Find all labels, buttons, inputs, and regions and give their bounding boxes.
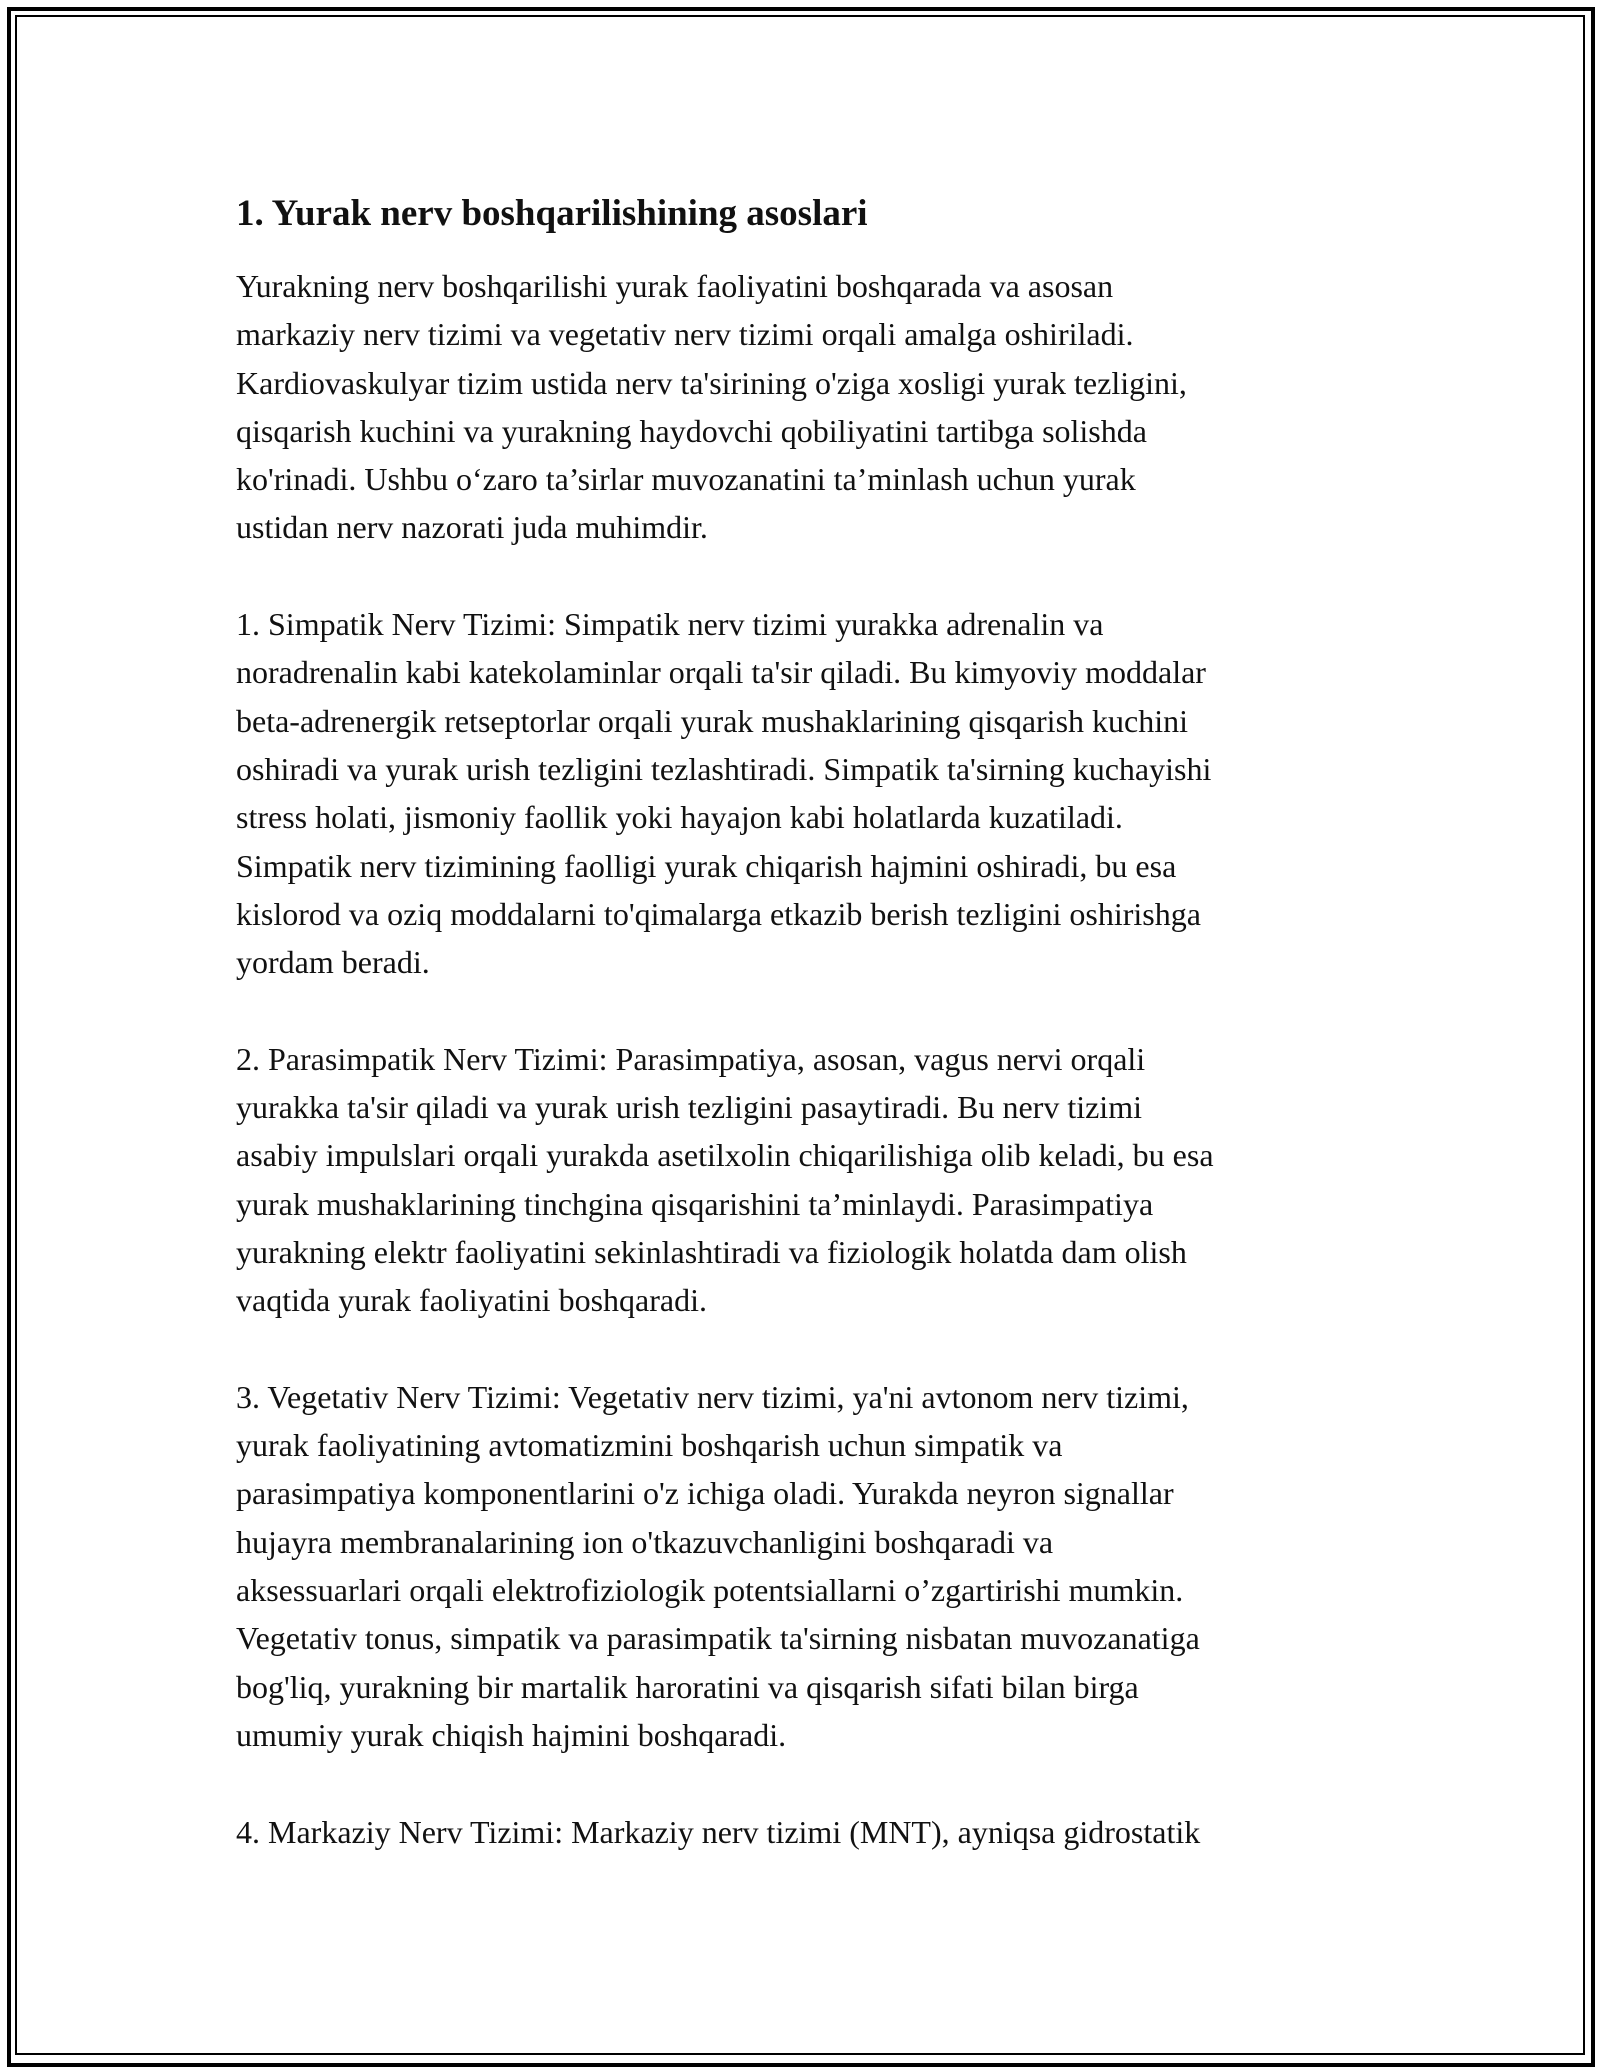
- text-line: bog'liq, yurakning bir martalik haroratini va qisqarish sifati bilan birga: [236, 1668, 1139, 1705]
- text-line: beta-adrenergik retseptorlar orqali yurak mushaklarining qisqarish kuchini: [236, 702, 1188, 739]
- text-line: parasimpatiya komponentlarini o'z ichiga oladi. Yurakda neyron signallar: [236, 1475, 1174, 1512]
- intro-paragraph: [236, 262, 1376, 552]
- text-line: 2. Parasimpatik Nerv Tizimi: Parasimpatiya, asosan, vagus nervi orqali: [236, 1040, 1146, 1077]
- text-line: yurak mushaklarining tinchgina qisqarishini ta’minlaydi. Parasimpatiya: [236, 1185, 1154, 1222]
- text-line: yurakka ta'sir qiladi va yurak urish tezligini pasaytiradi. Bu nerv tizimi: [236, 1089, 1142, 1126]
- text-line: Vegetativ tonus, simpatik va parasimpatik ta'sirning nisbatan muvozanatiga: [236, 1620, 1200, 1657]
- text-line: noradrenalin kabi katekolaminlar orqali ta'sir qiladi. Bu kimyoviy moddalar: [236, 654, 1206, 691]
- document-title: 1. Yurak nerv boshqarilishining asoslari: [236, 193, 868, 234]
- parasympathetic-paragraph: [236, 1035, 1376, 1325]
- text-line: ko'rinadi. Ushbu o‘zaro ta’sirlar muvozanatini ta’minlash uchun yurak: [236, 461, 1136, 498]
- text-line: kislorod va oziq moddalarni to'qimalarga etkazib berish tezligini oshirishga: [236, 895, 1201, 932]
- text-line: umumiy yurak chiqish hajmini boshqaradi.: [236, 1716, 787, 1753]
- text-line: hujayra membranalarining ion o'tkazuvchanligini boshqaradi va: [236, 1523, 1054, 1560]
- text-line: yurak faoliyatining avtomatizmini boshqarish uchun simpatik va: [236, 1427, 1063, 1464]
- text-line: qisqarish kuchini va yurakning haydovchi qobiliyatini tartibga solishda: [236, 412, 1147, 449]
- vegetative-paragraph: [236, 1373, 1376, 1759]
- central-nervous-paragraph: [236, 1808, 1376, 1856]
- text-line: 4. Markaziy Nerv Tizimi: Markaziy nerv tizimi (MNT), ayniqsa gidrostatik: [236, 1813, 1201, 1850]
- text-line: 3. Vegetativ Nerv Tizimi: Vegetativ nerv tizimi, ya'ni avtonom nerv tizimi,: [236, 1378, 1189, 1415]
- text-line: Kardiovaskulyar tizim ustida nerv ta'sirining o'ziga xosligi yurak tezligini,: [236, 364, 1187, 401]
- text-line: yurakning elektr faoliyatini sekinlashtiradi va fiziologik holatda dam olish: [236, 1233, 1187, 1270]
- text-line: stress holati, jismoniy faollik yoki hayajon kabi holatlarda kuzatiladi.: [236, 799, 1123, 836]
- text-line: yordam beradi.: [236, 944, 430, 981]
- sympathetic-paragraph: [236, 600, 1376, 986]
- text-line: asabiy impulslari orqali yurakda asetilxolin chiqarilishiga olib keladi, bu esa: [236, 1137, 1214, 1174]
- text-line: aksessuarlari orqali elektrofiziologik potentsiallarni o’zgartirishi mumkin.: [236, 1572, 1184, 1609]
- text-line: ustidan nerv nazorati juda muhimdir.: [236, 509, 708, 546]
- text-line: 1. Simpatik Nerv Tizimi: Simpatik nerv tizimi yurakka adrenalin va: [236, 606, 1104, 643]
- text-line: vaqtida yurak faoliyatini boshqaradi.: [236, 1282, 707, 1319]
- document-body: [236, 188, 1376, 1904]
- text-line: Simpatik nerv tizimining faolligi yurak chiqarish hajmini oshiradi, bu esa: [236, 847, 1177, 884]
- text-line: oshiradi va yurak urish tezligini tezlashtiradi. Simpatik ta'sirning kuchayishi: [236, 750, 1212, 787]
- text-line: markaziy nerv tizimi va vegetativ nerv tizimi orqali amalga oshiriladi.: [236, 316, 1134, 353]
- text-line: Yurakning nerv boshqarilishi yurak faoliyatini boshqarada va asosan: [236, 268, 1114, 304]
